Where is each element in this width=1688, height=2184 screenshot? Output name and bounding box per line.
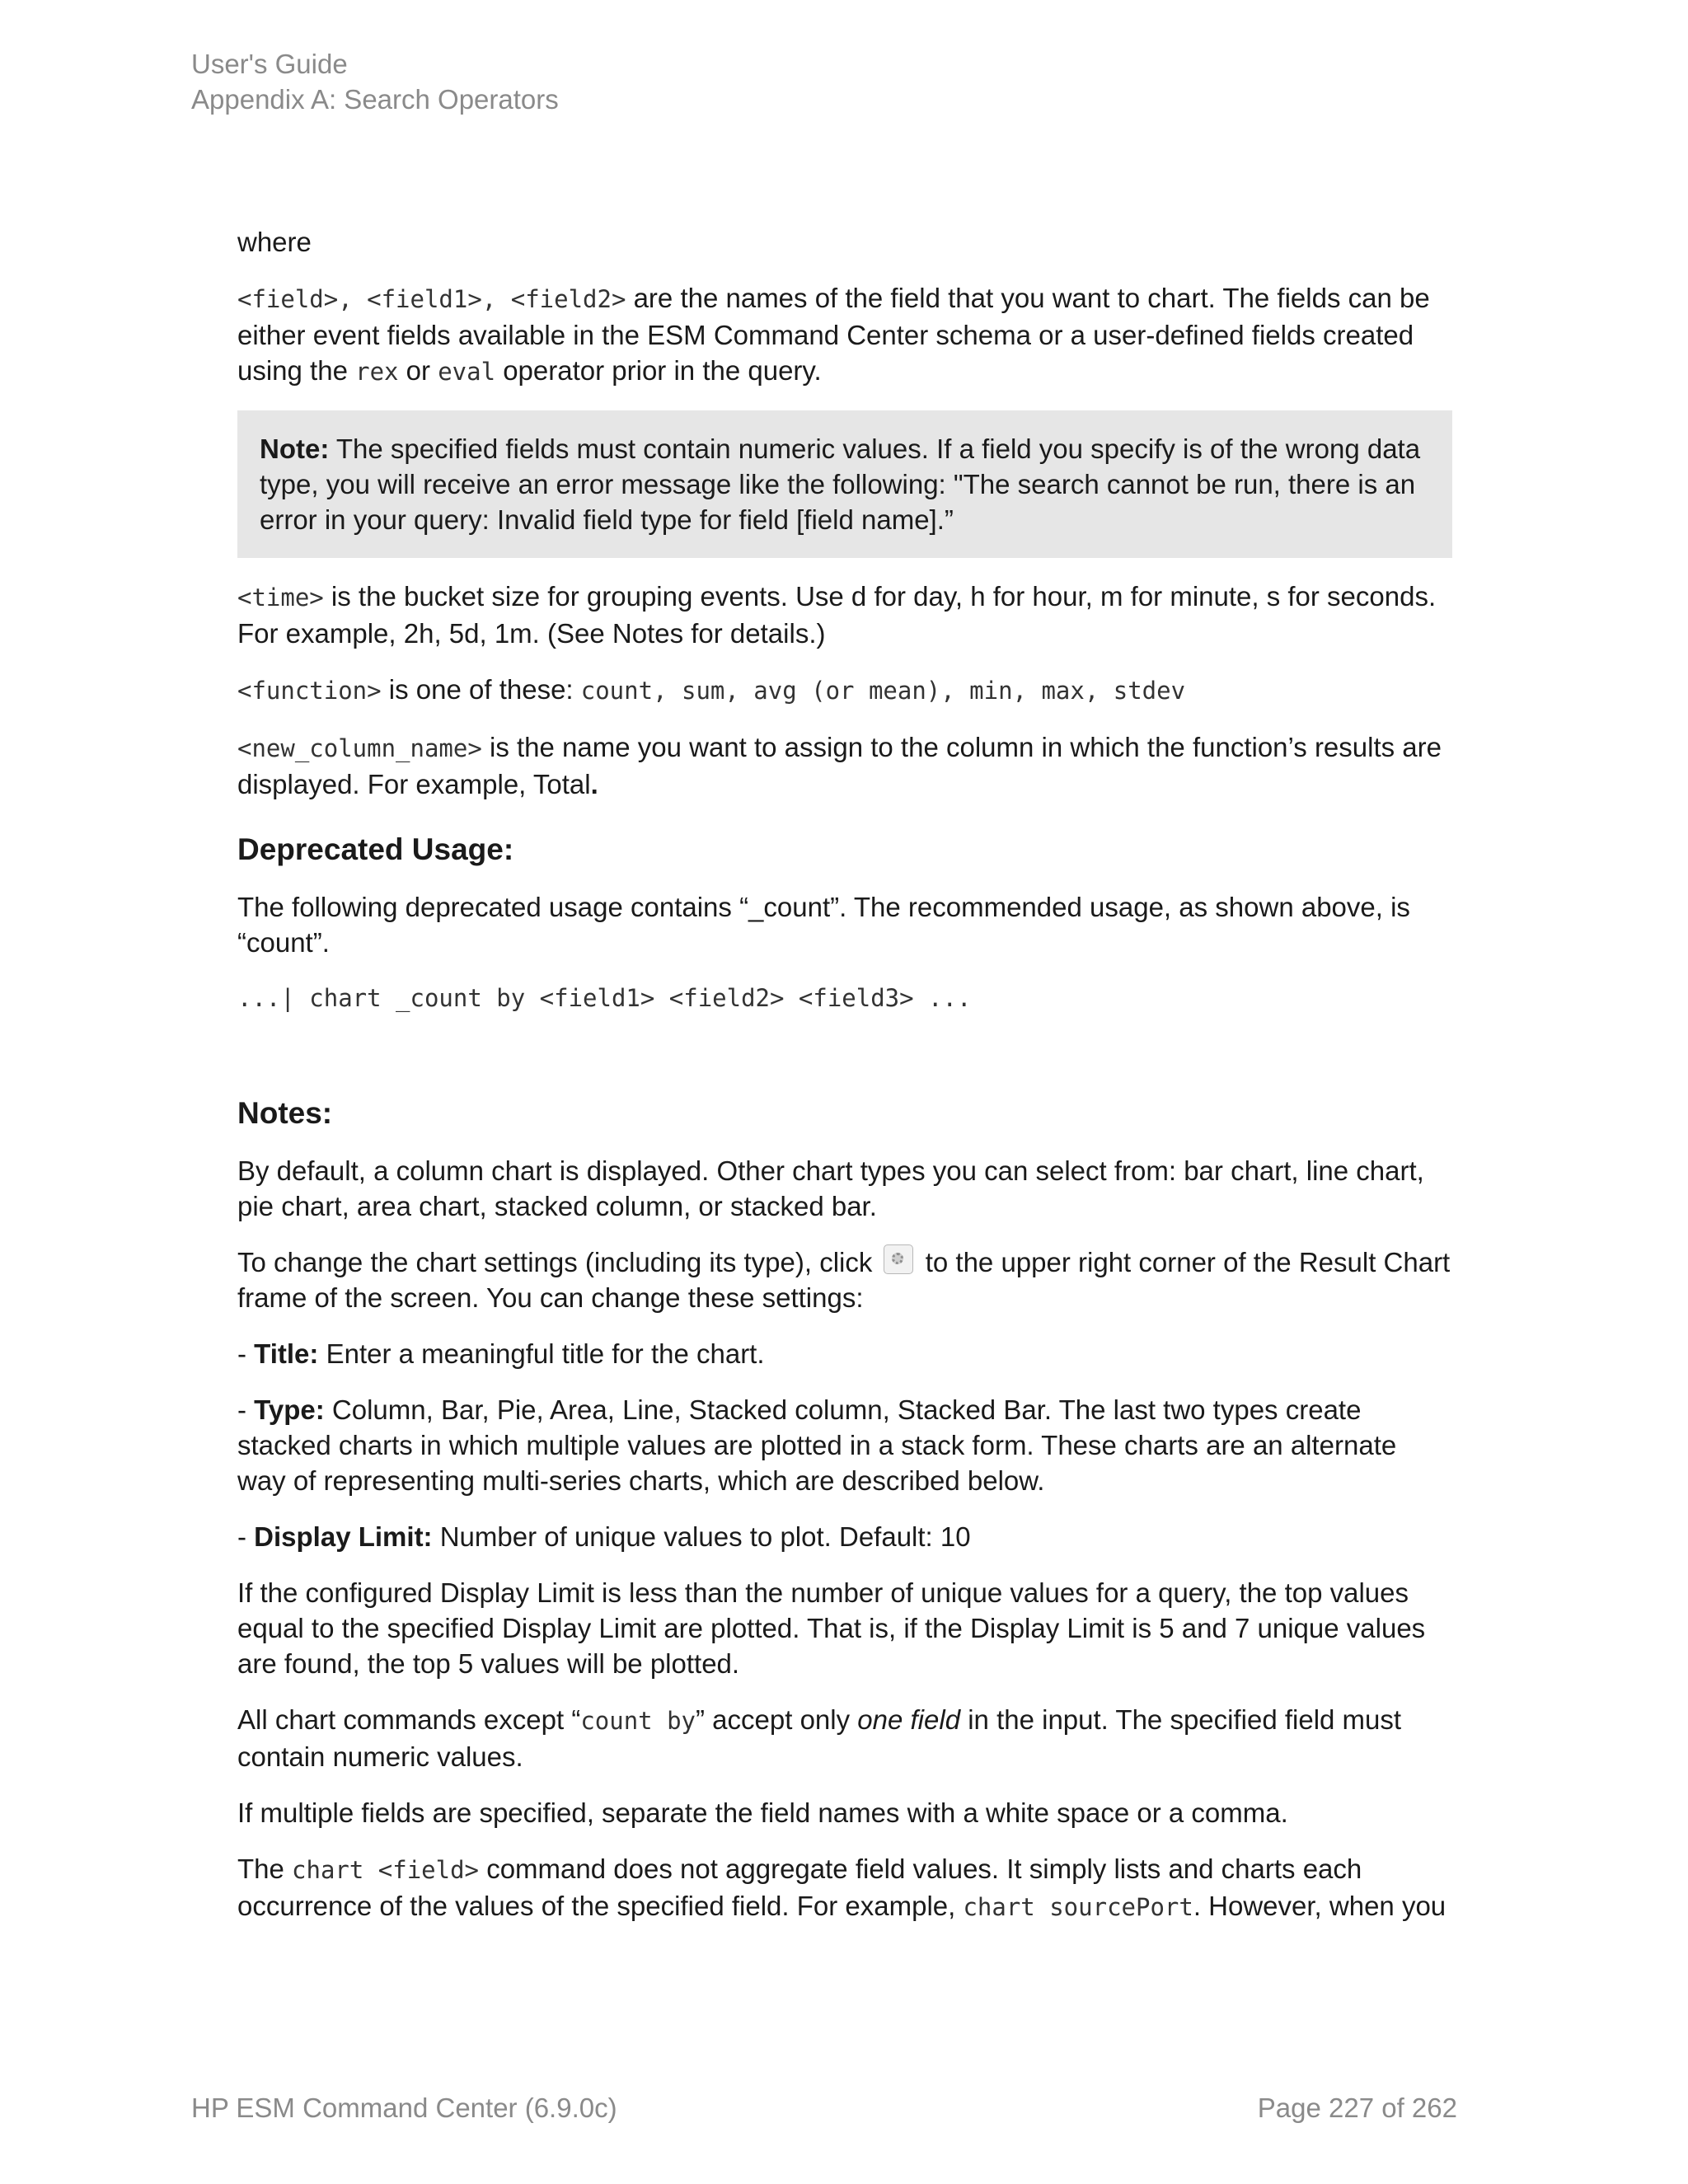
function-paragraph	[237, 672, 1451, 709]
chart-field-code: chart <field>	[292, 1856, 480, 1884]
deprecated-heading: Deprecated Usage:	[237, 832, 514, 866]
deprecated-code: ...| chart _count by <field1> <field2> <field3> ...	[237, 984, 972, 1012]
function-list-code: count, sum, avg (or mean), min, max, stdev	[580, 677, 1186, 705]
notes-paragraph-3: If the configured Display Limit is less than the number of unique values for a query, the top values equal to the specified Display Limit are plotted. That is, if the Display Limit is 5 and 7 unique values are found, the top 5 values will be plotted.	[237, 1577, 1426, 1679]
note-text: The specified fields must contain numeric values. If a field you specify is of the wrong data type, you will receive an error message like the following: "The search cannot be run, there is an error in your query: Invalid field type for field [field name].”	[260, 434, 1421, 535]
new-column-text: is the name you want to assign to the column in which the function’s results are displayed. For example, Total	[237, 732, 1442, 799]
fields-or-text: or	[398, 355, 438, 386]
fields-paragraph	[237, 280, 1451, 390]
setting-title	[237, 1336, 1451, 1371]
notes-paragraph-5: If multiple fields are specified, separate the field names with a white space or a comma.	[237, 1797, 1288, 1828]
setting-display-limit	[237, 1519, 1451, 1554]
setting-type	[237, 1392, 1451, 1498]
notes-p6-c: . However, when you	[1193, 1891, 1447, 1921]
notes-p6-b: command does not aggregate field values. It simply lists and charts each occurrence of the values of the specified field. For example,	[237, 1854, 1362, 1921]
bullet-dash: -	[237, 1521, 255, 1552]
setting-type-label: Type:	[254, 1394, 325, 1425]
fields-end-text: operator prior in the query.	[495, 355, 822, 386]
eval-code: eval	[438, 358, 496, 386]
gear-icon	[884, 1244, 913, 1274]
new-column-end: .	[590, 769, 598, 799]
notes-paragraph-6	[237, 1851, 1451, 1925]
function-text: is one of these:	[381, 674, 581, 705]
notes-p2-start: To change the chart settings (including its type), click	[237, 1247, 880, 1277]
notes-p2-end: to the upper right corner of the Result Chart frame of the screen. You can change these settings:	[237, 1247, 1451, 1313]
chart-sourceport-code: chart sourcePort	[963, 1893, 1193, 1921]
time-paragraph	[237, 579, 1451, 651]
new-column-code: <new_column_name>	[237, 734, 482, 762]
notes-p4-b: ” accept only	[696, 1704, 858, 1735]
notes-p6-a: The	[237, 1854, 293, 1884]
setting-title-text: Enter a meaningful title for the chart.	[318, 1338, 765, 1369]
rex-code: rex	[355, 358, 399, 386]
new-column-paragraph	[237, 729, 1451, 802]
where-text: where	[237, 227, 312, 257]
footer-page-number: Page 227 of 262	[1257, 2093, 1457, 2123]
page-content	[237, 224, 1451, 1946]
page-header	[191, 46, 559, 117]
notes-p4-c: in the input. The specified field must contain numeric values.	[237, 1704, 1402, 1772]
notes-p4-a: All chart commands except “	[237, 1704, 581, 1735]
fields-text: are the names of the field that you want to chart. The fields can be either event fields available in the ESM Command Center schema or a user-defined fields created using the	[237, 283, 1430, 386]
doc-section: Appendix A: Search Operators	[191, 84, 559, 115]
function-code: <function>	[237, 677, 382, 705]
doc-title: User's Guide	[191, 49, 348, 79]
count-by-code: count by	[580, 1707, 696, 1735]
time-text: is the bucket size for grouping events. Use d for day, h for hour, m for minute, s for seconds. For example, 2h, 5d, 1m. (See Notes for details.)	[237, 581, 1437, 649]
notes-paragraph-4	[237, 1702, 1451, 1774]
note-box	[237, 410, 1452, 558]
bullet-dash: -	[237, 1338, 255, 1369]
notes-paragraph-2	[237, 1244, 1451, 1315]
setting-type-text: Column, Bar, Pie, Area, Line, Stacked column, Stacked Bar. The last two types create stacked charts in which multiple values are plotted in a stack form. These charts are an alternate way of representing multi-series charts, which are described below.	[237, 1394, 1397, 1496]
bullet-dash: -	[237, 1394, 255, 1425]
setting-title-label: Title:	[254, 1338, 319, 1369]
time-code: <time>	[237, 583, 324, 612]
one-field-emphasis: one field	[857, 1704, 961, 1735]
setting-limit-label: Display Limit:	[254, 1521, 433, 1552]
deprecated-text: The following deprecated usage contains “_count”. The recommended usage, as shown above, is “count”.	[237, 892, 1410, 958]
notes-heading: Notes:	[237, 1096, 333, 1130]
footer-product: HP ESM Command Center (6.9.0c)	[191, 2093, 617, 2123]
setting-limit-text: Number of unique values to plot. Default: 10	[432, 1521, 971, 1552]
notes-paragraph-1: By default, a column chart is displayed. Other chart types you can select from: bar chart, line chart, pie chart, area chart, stacked column, or stacked bar.	[237, 1155, 1424, 1221]
fields-code: <field>, <field1>, <field2>	[237, 285, 626, 313]
note-label: Note:	[260, 434, 330, 464]
